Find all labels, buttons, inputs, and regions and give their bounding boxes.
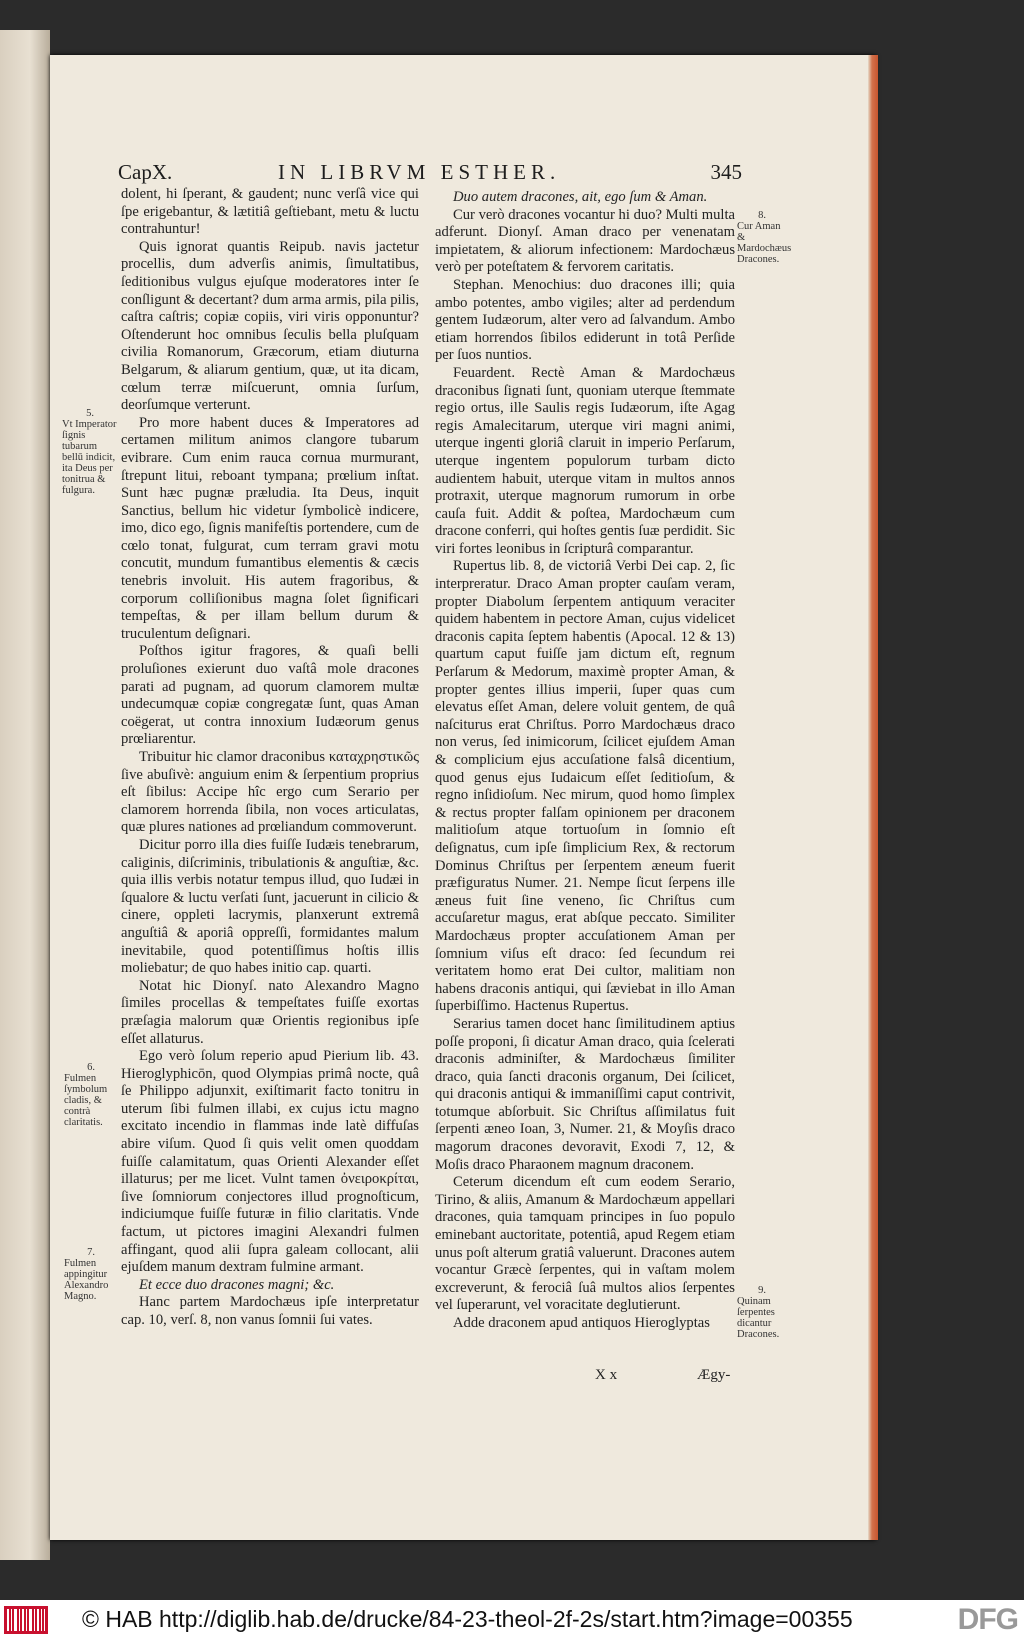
margin-note-text: Vt Imperator ſignis tubarum bellū indicit, ita Deus per tonitrua & fulgura. [62,419,117,496]
footer-bar [0,1600,1024,1640]
margin-note [64,1062,118,1128]
quotation-line: Duo autem dracones, ait, ego ſum & Aman. [453,189,708,205]
paragraph: dolent, hi ſperant, & gaudent; nunc verſâ vice qui ſpe erigebantur, & lætitiâ geſtiebant, metu & luctu contrahuntur! [121,186,419,238]
margin-note [737,210,792,265]
running-header [118,160,742,188]
page-number: 345 [710,160,742,184]
paragraph: Tribuitur hic clamor draconibus καταχρηστικῶς ſive abuſivè: anguium enim & ſerpentium proprius eſt ſibilus: Accipe hîc ergo cum Serario per clamorem horrenda ſibila, non voces articulatas, quæ plures nationes ad prœliandum commoverunt. [121,749,419,836]
paragraph: Notat hic Dionyſ. nato Alexandro Magno ſimiles procellas & tempeſtates fuiſſe exortas præſagia malorum quæ Orientis regionibus ipſe eſſet allaturus. [121,977,419,1047]
margin-note-text: Fulmen ſymbolum cladis, & contrà claritatis. [64,1073,108,1128]
margin-note-text: Fulmen appingitur Alexandro Magno. [64,1258,109,1302]
dfg-logo: DFG [957,1603,1018,1636]
page-edge-red [868,55,878,1540]
quotation-line: Et ecce duo dracones magni; &c. [139,1276,335,1293]
barcode-icon [4,1606,48,1634]
paragraph: Cur verò dracones vocantur hi duo? Multi multa adferunt. Dionyſ. Aman draco per venenatam impietatem, & aliorum infectionem: Mardochæus verò per poteſtatem & fervorem caritatis. [435,206,735,276]
paragraph: Rupertus lib. 8, de victoriâ Verbi Dei cap. 2, ſic interpreratur. Draco Aman propter cauſam veram, propter Diabolum ſerpentem antiquum veraciter quidem habentem in pectore Aman, cujus videlicet draconis capita ſeptem habentis (Apocal. 12 & 13) quartum caput fuiſſe jam dictum eſt, regnum Perſarum & Medorum, maximè propter Aman, & propter gentes illius imperii, ſuper quas cum elevatus eſſet Aman, delere voluit gentem, de quâ naſciturus erat Chriſtus. Porro Mardochæus draco non verus, ſed inimicorum, ſcilicet ejuſdem Aman & complicium ejus accuſatione falsâ dicentium, quod genus ejus Iudaicum eſſet ſeditioſum, & regno inſidioſum. Nec mirum, quod homo ſimplex & rectus propter falſam opinionem per draconem malitioſum atque tortuoſum in ſomnio eſt deſignatus, cum ipſe ſimplicium Rex, & rectorum Dominus Chriſtus per ſerpentem æneum fuerit præfiguratus Numer. 21. Nempe ſicut ſerpens ille æneus fuit ſine veneno, ſic Chriſtus cum accuſaretur magus, erat abſque peccato. Similiter Mardochæus propter accuſationem Aman per ſomnium viſus eſt draco: ſed ſecundum rei veritatem homo erat Dei cultor, malitiam non habens draconis antiqui, qui ſæviebat in illo Aman ſuperbiſſimo. Hactenus Rupertus. [435,558,735,1015]
margin-note-text: Cur Aman & Mardochæus Dracones. [737,221,792,265]
paragraph: Serarius tamen docet hanc ſimilitudinem aptius poſſe proponi, ſi dicatur Aman draco, quia ſcelerati draconis adminiſter, & Mardochæus ſimiliter draco, quia ſancti draconis organum, Dei ſcilicet, qui draconis antiqui & immaniſſimi caput contrivit, totumque abſorbuit. Sic Chriſtus aſſimilatus fuit ſerpenti æneo Ioan, 3, Numer. 21, & Moyſis draco magorum dracones devoravit, Exodi 7, 12, & Moſis draco Pharaonem magnum draconem. [435,1015,735,1173]
running-title: IN LIBRVM ESTHER. [278,160,561,184]
margin-note-number: 5. [86,408,94,419]
paragraph: Dicitur porro illa dies fuiſſe Iudæis tenebrarum, caliginis, diſcriminis, tribulationis & anguſtiæ, &c. quia illis verbis notatur tempus illud, quo Iudæi in ſqualore & luctu verſati ſunt, jacuerunt in cilicio & cinere, oppleti lacrymis, planxerunt extremâ anguſtiâ & aporiâ oppreſſi, formidantes malum inevitabile, quod potentiſſimus hoſtis illis moliebatur; de quo habes initio cap. quarti. [121,836,419,977]
paragraph: Feuardent. Rectè Aman & Mardochæus draconibus ſignati ſunt, quoniam uterque ſtemmate regio ortus, ille Saulis regis Iudæorum, iſte Agag regis Amalecitarum, uterque viri magni animi, uterque ingenti gloriâ claruit in imperio Perſarum, uterque ingentem populorum turbam dicto audientem habuit, uterque vitam in multos annos protraxit, uterque magnorum rumorum in orbe cauſa fuit. Addit & poſtea, Mardochæum cum dracone conferri, qui hoſtes gentis ſuæ perdidit. Sic viri fortes leonibus in ſcripturâ comparantur. [435,364,735,557]
paragraph: Ceterum dicendum eſt cum eodem Serario, Tirino, & aliis, Amanum & Mardochæum appellari dracones, quia tamquam principes in ſuo populo eminebant auctoritate, potentiâ, apud Regem etiam unus poſt alterum gratiâ valuerunt. Dracones autem vocantur Græcè ſerpentes, qui in vaſtam molem excreverunt, & ferociâ ſuâ multos alios ſerpentes vel ſuperarunt, vel voracitate deglutierunt. [435,1174,735,1314]
chapter-label: CapX. [118,160,173,184]
margin-note-number: 7. [87,1247,95,1258]
paragraph: Ego verò ſolum reperio apud Pierium lib. 43. Hieroglyphicōn, quod Olympias primâ nocte, quâ ſe Philippo adjunxit, exiſtimarit facto tonitru in uterum ſibi fulmen illabi, ex cujus ictu magno excitato incendio in flammas inde latè diffuſas abire viſum. Quod ſi quis velit omen quoddam fuiſſe calamitatum, quas Orienti Alexander eſſet illaturus; per me licet. Vulnt tamen ὀνειροκρίται, ſive ſomniorum conjectores illud prognoſticum, indiciumque fuiſſe futuræ in filio claritatis. Vnde factum, ut pictores imagini Alexandri fulmen affingant, quod alii ſupra galeam collocant, alii ejuſdem manum dextram fulmine armant. [121,1048,419,1276]
margin-note [737,1285,787,1340]
paragraph: Quis ignorat quantis Reipub. navis jactetur procellis, dum adverſis animis, ſimultatibus, ſeditionibus vulgus ejuſque moderatores inter ſe conſligunt & decertant? dum arma armis, pila pilis, caſtra caſtris; copiæ copiis, viri viris opponuntur? Oſtenderunt hoc omnibus ſeculis bella pluſquam civilia Romanorum, Græcorum, etiam diuturna Belgarum, & aliarum gentium, quæ, ut ita dicam, cœlum terræ miſcuerunt, omnia ſurſum, deorſumque verterunt. [121,238,419,414]
margin-note-number: 8. [758,210,766,221]
signature-mark: X x [595,1367,618,1383]
margin-note-text: Quinam ſerpentes dicantur Dracones. [737,1296,780,1340]
catchword: Ægy- [697,1367,731,1383]
copyright-link[interactable]: © HAB http://diglib.hab.de/drucke/84-23-theol-2f-2s/start.htm?image=00355 [82,1606,853,1632]
previous-page-edge [0,30,50,1560]
margin-note [62,408,118,496]
left-text-column [121,186,419,1330]
margin-note-number: 9. [758,1285,766,1296]
paragraph: Adde draconem apud antiquos Hieroglyptas [453,1315,710,1331]
paragraph: Poſthos igitur fragores, & quaſi belli proluſiones exierunt duo vaſtâ mole dracones parati ad pugnam, ad quorum clamorem multæ undecumquæ copiæ congregatæ ſunt, quas Aman coëgerat, ut contra innoxium Iudæorum genus prœliarentur. [121,643,419,748]
right-text-column [435,189,735,1333]
paragraph: Stephan. Menochius: duo dracones illi; quia ambo potentes, ambo vigiles; alter ad perdendum gentem Iudæorum, alter vero ad ſalvandum. Ambo etiam horrendos ſibilos ediderunt in totâ Perſide per ſuos nuntios. [435,276,735,364]
paragraph: Pro more habent duces & Imperatores ad certamen militum animos clangore tubarum evibrare. Cum enim rauca cornua murmurant, ſtrepunt litui, reboant tympana; prœlium inſtat. Sunt hæc pugnæ præludia. Ita Deus, inquit Sanctius, bellum hic videtur ſymbolicè indicere, imo, dico ego, ſignis manifeſtis portendere, cum de cœlo tonat, fulgurat, cum terram gravi motu concutit, mundum fumantibus elementis & cæcis tenebris involuit. His autem fragoribus, & corporum colliſionibus magna ſolet ſignificari tempeſtas, & per illam bellum durum & truculentum deſignari. [121,414,419,642]
margin-note [64,1247,118,1302]
margin-note-number: 6. [87,1062,95,1073]
paragraph: Hanc partem Mardochæus ipſe interpretatur cap. 10, verſ. 8, non vanus ſomnii ſui vates. [121,1294,419,1328]
